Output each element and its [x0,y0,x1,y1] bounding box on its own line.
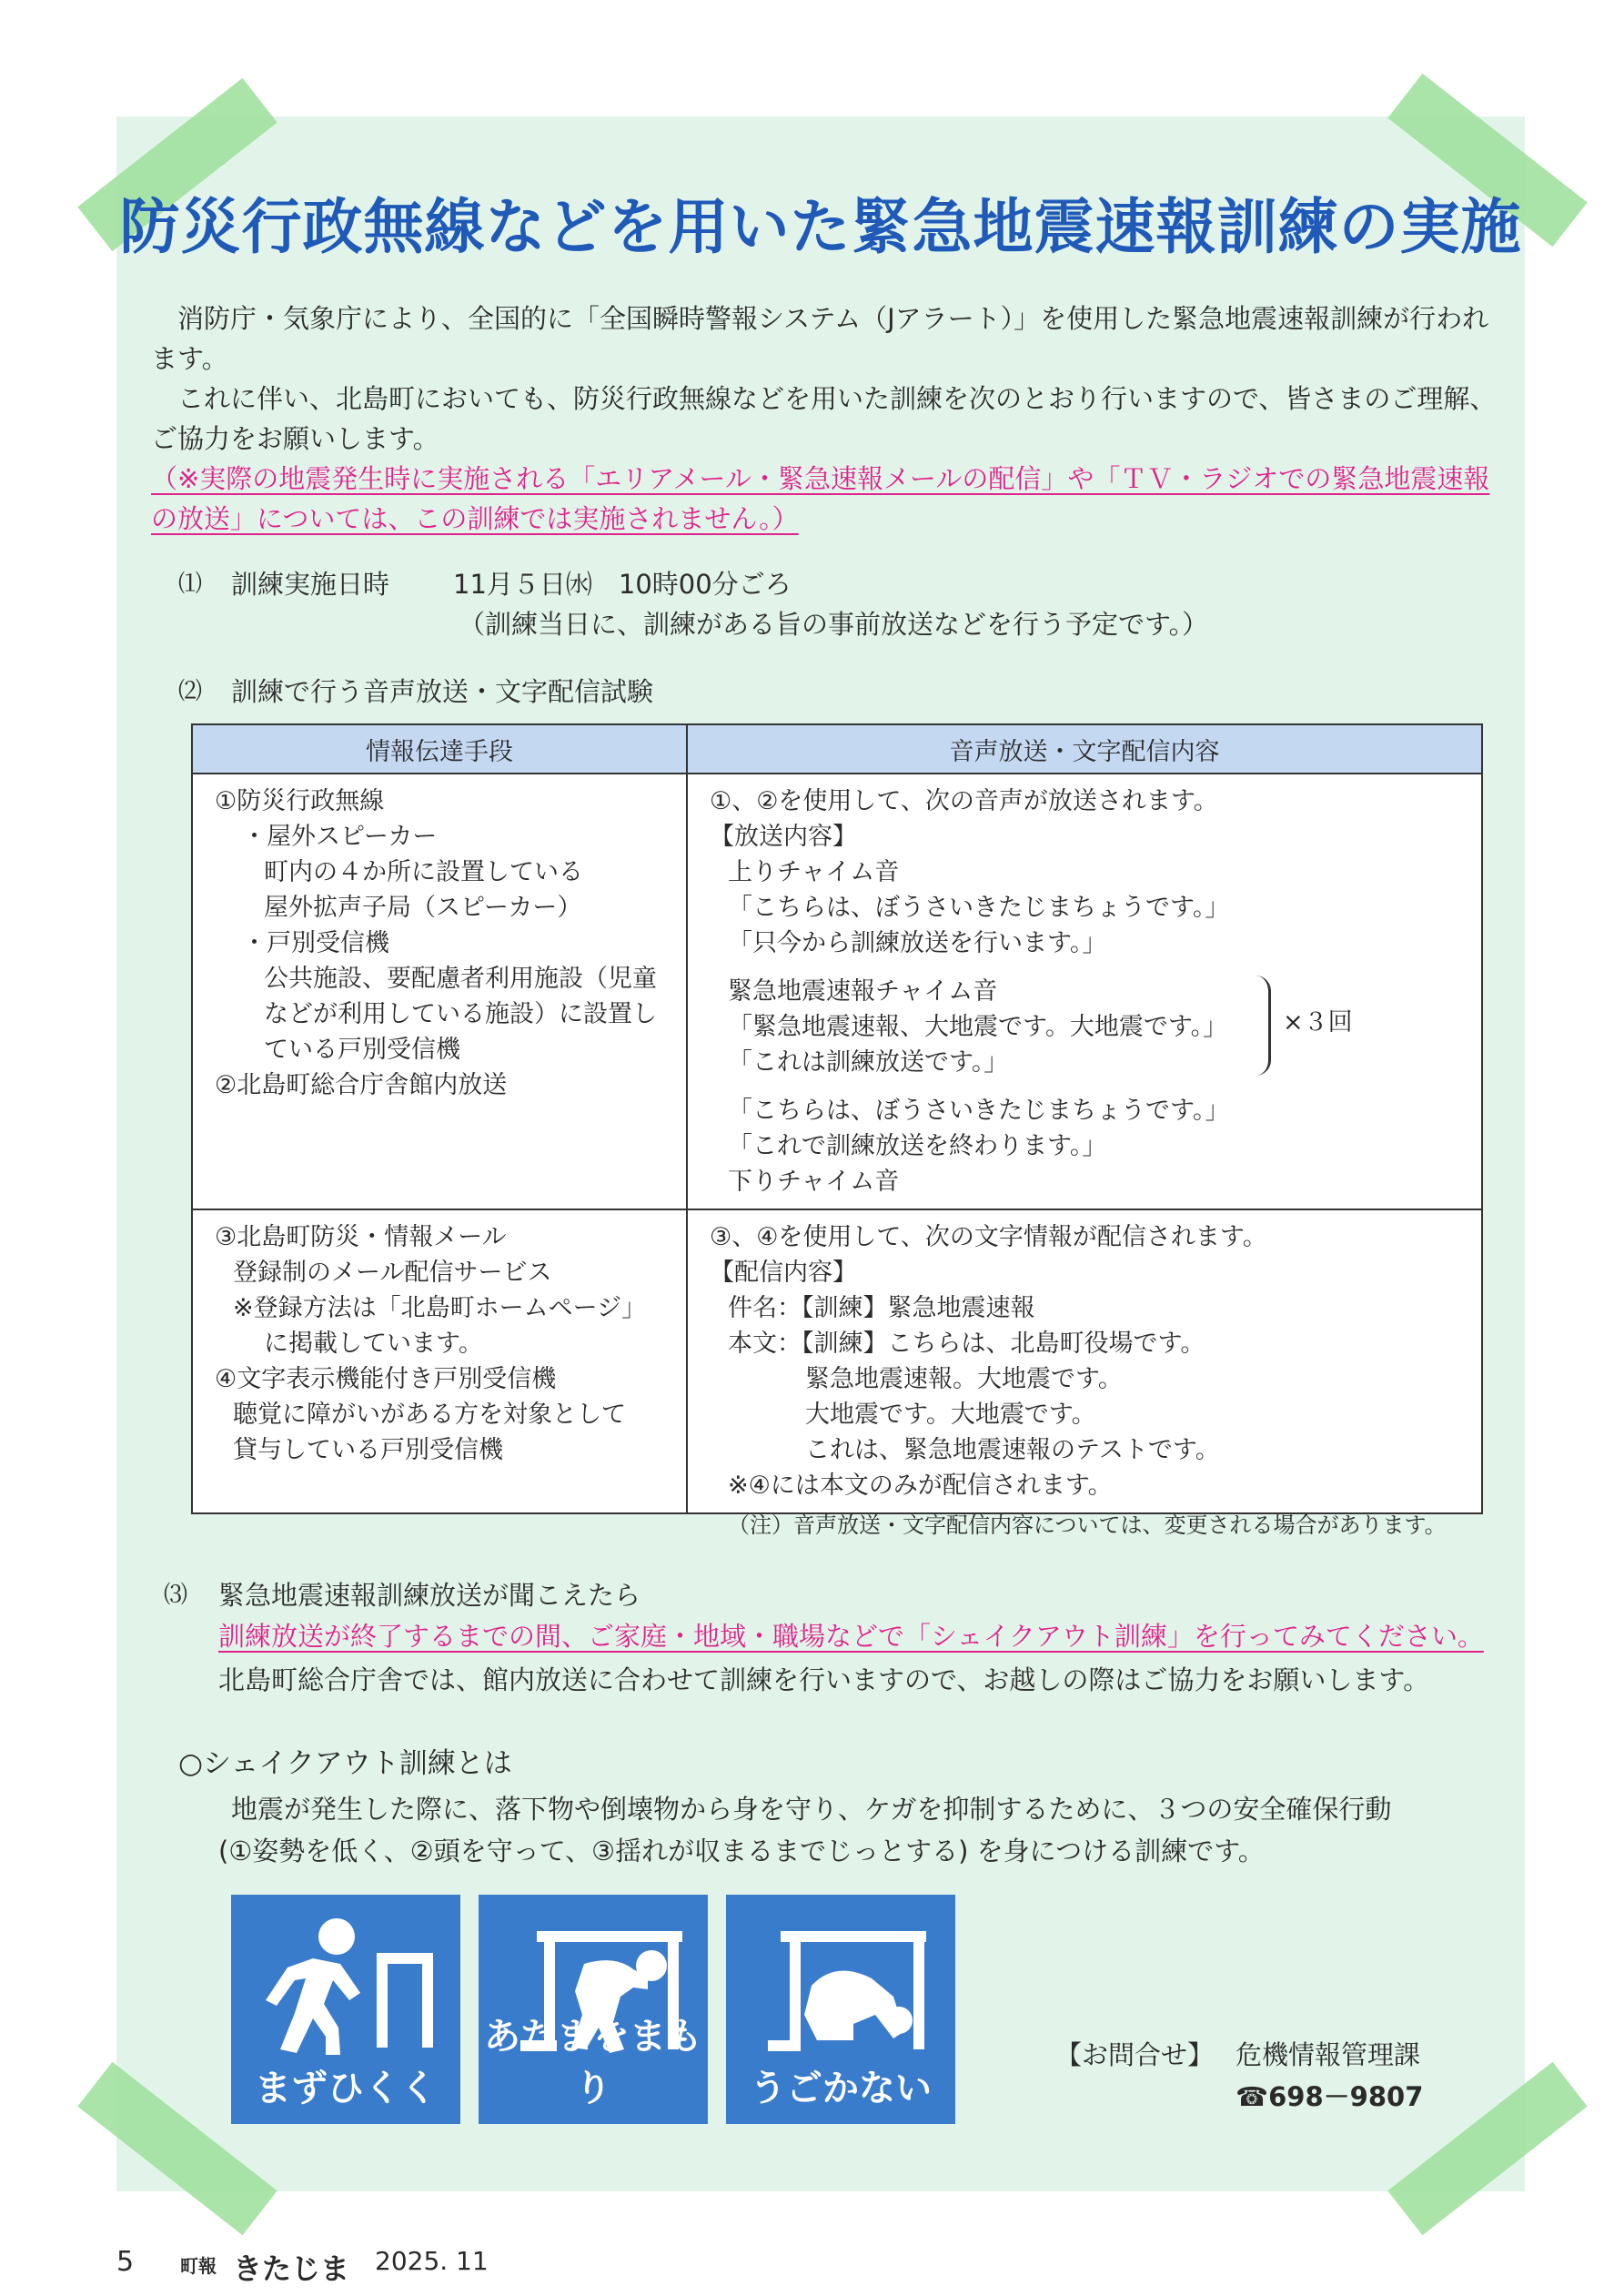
content-line: 「これは訓練放送です。」 [728,1048,1009,1077]
content-line: 「只今から訓練放送を行います。」 [728,929,1107,957]
intro-paragraph-2: これに伴い、北島町においても、防災行政無線などを用いた訓練を次のとおり行いますので、皆さまのご理解、ご協力をお願いします。 [151,383,1497,454]
method-line: ※登録方法は「北島町ホームページ」 [233,1294,647,1322]
row1-methods [192,774,687,1209]
method-line: ①防災行政無線 [215,787,385,815]
shakeout-text-1: 地震が発生した際に、落下物や倒壊物から身を守り、ケガを抑制するために、３つの安全確保行動 [231,1794,1392,1825]
pictogram-caption-1: まずひくく [255,2068,437,2109]
method-line: などが利用している施設）に設置し [264,1000,657,1028]
intro-note: （※実際の地震発生時に実施される「エリアメール・緊急速報メールの配信」や「ＴＶ・ラジオでの緊急地震速報の放送」については、この訓練では実施されません。） [151,463,1490,534]
method-line: に掲載しています。 [264,1330,483,1358]
content-line: ※④には本文のみが配信されます。 [728,1472,1113,1500]
method-line: 公共施設、要配慮者利用施設（児童 [264,965,657,993]
content-line: 【放送内容】 [710,823,857,851]
item3-number: ⑶ [164,1582,188,1609]
page-title: 防災行政無線などを用いた緊急地震速報訓練の実施 [119,192,1522,262]
method-line: 町内の４か所に設置している [264,858,583,886]
method-line: ・戸別受信機 [242,929,389,957]
item3-text: 北島町総合庁舎では、館内放送に合わせて訓練を行いますので、お越しの際はご協力をお願いします。 [218,1664,1430,1695]
contact-label: 【お問合せ】 [1055,2039,1215,2070]
item2-label: 訓練で行う音声放送・文字配信試験 [231,676,654,707]
intro-paragraph-1: 消防庁・気象庁により、全国的に「全国瞬時警報システム（Jアラート）」を使用した緊急地震速報訓練が行われます。 [151,303,1489,374]
item2-number: ⑵ [178,678,203,705]
method-line: 聴覚に障がいがある方を対象として [233,1401,626,1429]
content-line: 本文：【訓練】こちらは、北島町役場です。 [728,1330,1205,1358]
method-line: ④文字表示機能付き戸別受信機 [215,1365,557,1393]
method-line: ③北島町防災・情報メール [215,1223,507,1251]
shakeout-text-2: (①姿勢を低く、②頭を守って、③揺れが収まるまでじっとする) を身につける訓練です。 [218,1836,1265,1866]
pictogram-hold-on [726,1895,955,2124]
item3-label: 緊急地震速報訓練放送が聞こえたら [218,1580,641,1611]
publication-date: 2025. 11 [375,2246,489,2276]
content-line: ①、②を使用して、次の音声が放送されます。 [710,787,1218,815]
footer-label: 町報 [180,2255,217,2277]
content-line: 「こちらは、ぼうさいきたじまちょうです。」 [728,894,1230,922]
content-line: これは、緊急地震速報のテストです。 [805,1436,1220,1464]
method-line: ている戸別受信機 [264,1036,460,1064]
table-header-content: 音声放送・文字配信内容 [687,724,1482,774]
method-line: 貸与している戸別受信機 [233,1436,503,1464]
contact-phone: ☎698－9807 [1236,2081,1424,2112]
info-table [191,723,1483,1514]
content-line: 大地震です。大地震です。 [805,1401,1096,1429]
table-header-method: 情報伝達手段 [192,724,687,774]
crouching-person-icon [249,1913,442,2058]
method-line: 屋外拡声子局（スピーカー） [264,894,582,922]
content-line: 「緊急地震速報、大地震です。大地震です。」 [728,1013,1228,1041]
item1-note: （訓練当日に、訓練がある旨の事前放送などを行う予定です。） [459,609,1209,640]
pictogram-protect-head [479,1895,708,2124]
content-line: 件名：【訓練】緊急地震速報 [728,1294,1035,1322]
shakeout-heading: ○シェイクアウト訓練とは [178,1747,512,1780]
method-line: 登録制のメール配信サービス [233,1259,552,1287]
content-line: 「こちらは、ぼうさいきたじまちょうです。」 [728,1097,1230,1125]
content-line: 【配信内容】 [710,1259,857,1287]
content-line: 「これで訓練放送を終わります。」 [728,1132,1107,1160]
table-footnote: （注）音声放送・文字配信内容については、変更される場合があります。 [728,1512,1447,1538]
content-line: ③、④を使用して、次の文字情報が配信されます。 [710,1223,1267,1251]
method-line: ②北島町総合庁舎館内放送 [215,1071,508,1099]
content-line: 緊急地震速報。大地震です。 [805,1365,1123,1393]
content-line: 上りチャイム音 [728,858,900,886]
repeat-brace [1256,976,1271,1076]
repeat-count: ×３回 [1283,1008,1353,1037]
item1-datetime: 11月５日㈬ 10時00分ごろ [453,569,792,600]
row2-methods [192,1209,687,1513]
pictogram-get-low [231,1895,460,2124]
method-line: ・屋外スピーカー [242,823,438,851]
contact-department: 危機情報管理課 [1236,2039,1421,2070]
publication-name: きたじま [233,2251,350,2286]
content-line: 緊急地震速報チャイム音 [728,977,998,1006]
page-number: 5 [116,2246,135,2278]
row1-content [687,774,1482,1209]
item3-pink-text: 訓練放送が終了するまでの間、ご家庭・地域・職場などで「シェイクアウト訓練」を行ってみてください。 [218,1621,1484,1652]
item1-label: 訓練実施日時 [231,569,390,600]
pictogram-caption-3: うごかない [750,2068,932,2109]
row2-content [687,1209,1482,1513]
content-line: 下りチャイム音 [728,1168,900,1196]
repeat-block [710,974,1459,1080]
pictogram-caption-2: あたまをまもり [484,2016,702,2109]
item1-number: ⑴ [178,571,203,598]
staying-still-icon [744,1913,937,2058]
